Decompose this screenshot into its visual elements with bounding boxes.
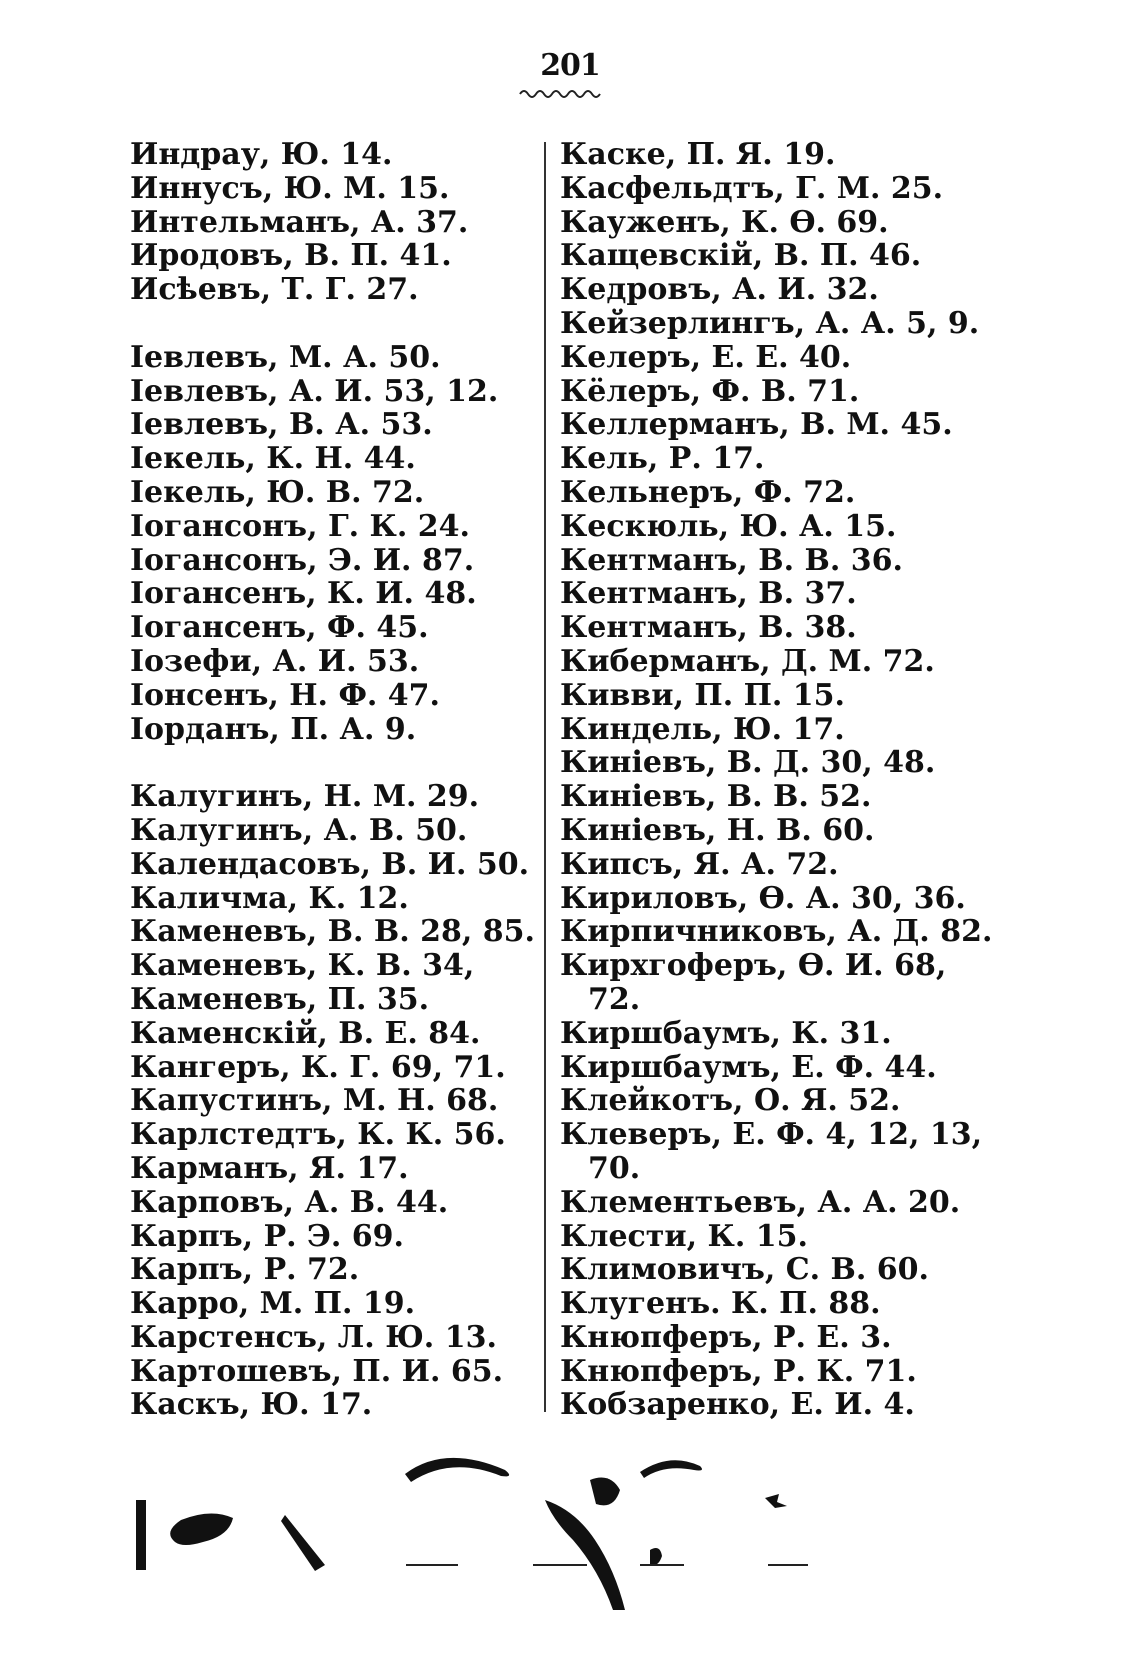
index-entry: Iозефи, А. И. 53. xyxy=(130,643,420,679)
index-entry: Кентманъ, В. 38. xyxy=(560,610,857,646)
index-entry: Калугинъ, Н. М. 29. xyxy=(130,779,480,815)
index-entry: Клементьевъ, А. А. 20. xyxy=(560,1184,961,1220)
index-entry: Келеръ, Е. Е. 40. xyxy=(560,339,852,375)
index-entry: Iекель, Ю. В. 72. xyxy=(130,474,425,510)
index-entry: Кнюпферъ, Р. К. 71. xyxy=(560,1353,917,1389)
index-entry: Кириловъ, Ѳ. А. 30, 36. xyxy=(560,880,966,916)
index-entry: Карпъ, Р. Э. 69. xyxy=(130,1218,404,1254)
index-entry: Iонсенъ, Н. Ф. 47. xyxy=(130,677,440,713)
index-entry: Карстенсъ, Л. Ю. 13. xyxy=(130,1319,497,1355)
index-entry: Клейкотъ, О. Я. 52. xyxy=(560,1083,901,1119)
index-entry: Калугинъ, А. В. 50. xyxy=(130,812,468,848)
index-entry: Исѣевъ, Т. Г. 27. xyxy=(130,272,419,308)
index-entry: Климовичъ, С. В. 60. xyxy=(560,1252,929,1288)
index-entry: Кангеръ, К. Г. 69, 71. xyxy=(130,1049,506,1085)
index-entry: Карро, М. П. 19. xyxy=(130,1286,416,1322)
section-gap xyxy=(130,746,530,780)
index-entry: Касфельдтъ, Г. М. 25. xyxy=(560,170,944,206)
index-entry: Кентманъ, В. 37. xyxy=(560,576,857,612)
section-gap xyxy=(130,307,530,341)
index-entry: Индрау, Ю. 14. xyxy=(130,137,393,172)
index-entry: Капустинъ, М. Н. 68. xyxy=(130,1083,499,1119)
index-entry: Iевлевъ, А. И. 53, 12. xyxy=(130,373,499,409)
index-entry: Кельнеръ, Ф. 72. xyxy=(560,474,856,510)
index-entry: Картошевъ, П. И. 65. xyxy=(130,1353,504,1389)
index-entry: Iогансонъ, Э. И. 87. xyxy=(130,542,475,578)
index-entry: Карпъ, Р. 72. xyxy=(130,1252,360,1288)
index-entry: Iорданъ, П. А. 9. xyxy=(130,711,417,747)
index-entry: Кескюль, Ю. А. 15. xyxy=(560,508,897,544)
index-entry: Кипсъ, Я. А. 72. xyxy=(560,846,839,882)
index-entry: Клеверъ, Е. Ф. 4, 12, 13, xyxy=(560,1117,983,1153)
index-entry: Iекель, К. Н. 44. xyxy=(130,441,416,477)
index-entry: Iогансенъ, Ф. 45. xyxy=(130,610,429,646)
index-entry: Кентманъ, В. В. 36. xyxy=(560,542,903,578)
wavy-ornament xyxy=(518,86,608,100)
index-entry: Каске, П. Я. 19. xyxy=(560,137,836,172)
index-entry: Киршбаумъ, Е. Ф. 44. xyxy=(560,1049,937,1085)
index-entry: Календасовъ, В. И. 50. xyxy=(130,846,530,882)
index-entry: Кауженъ, К. Ѳ. 69. xyxy=(560,204,889,240)
index-entry: Иродовъ, В. П. 41. xyxy=(130,238,452,274)
index-entry: Iевлевъ, В. А. 53. xyxy=(130,407,433,443)
index-entry: Интельманъ, А. 37. xyxy=(130,204,469,240)
index-entry: Клести, К. 15. xyxy=(560,1218,808,1254)
index-entry: Кирпичниковъ, А. Д. 82. xyxy=(560,914,993,950)
index-entry: Киберманъ, Д. М. 72. xyxy=(560,643,935,679)
index-entry: Каменевъ, В. В. 28, 85. xyxy=(130,914,535,950)
index-entry: Клугенъ. К. П. 88. xyxy=(560,1286,881,1322)
index-entry: Киніевъ, В. В. 52. xyxy=(560,779,872,815)
index-entry: Каменевъ, П. 35. xyxy=(130,981,430,1017)
index-entry: Кивви, П. П. 15. xyxy=(560,677,845,713)
index-entry: Кащевскій, В. П. 46. xyxy=(560,238,922,274)
left-column xyxy=(130,137,535,1423)
index-entry: Карлстедтъ, К. К. 56. xyxy=(130,1117,506,1153)
index-entry: Келлерманъ, В. М. 45. xyxy=(560,407,953,443)
right-column xyxy=(560,137,993,1423)
index-entry: Кёлеръ, Ф. В. 71. xyxy=(560,373,860,409)
ink-blot-damage xyxy=(0,1440,1140,1677)
index-entry: Iогансонъ, Г. К. 24. xyxy=(130,508,470,544)
index-entry: Кейзерлингъ, А. А. 5, 9. xyxy=(560,305,980,341)
index-entry-continuation: 72. xyxy=(588,981,641,1017)
index-entry: Каскъ, Ю. 17. xyxy=(130,1387,373,1423)
index-entry: Кель, Р. 17. xyxy=(560,441,765,477)
index-entry: Карповъ, А. В. 44. xyxy=(130,1184,449,1220)
index-entry: Карманъ, Я. 17. xyxy=(130,1150,409,1186)
index-entry: Iогансенъ, К. И. 48. xyxy=(130,576,477,612)
index-entry: Киніевъ, В. Д. 30, 48. xyxy=(560,745,936,781)
column-divider xyxy=(544,142,546,1412)
index-entry: Киндель, Ю. 17. xyxy=(560,711,845,747)
index-entry: Кедровъ, А. И. 32. xyxy=(560,272,879,308)
index-entry: Каменскій, В. Е. 84. xyxy=(130,1015,481,1051)
index-entry: Iевлевъ, М. А. 50. xyxy=(130,339,441,375)
index-entry: Каличма, К. 12. xyxy=(130,880,409,916)
index-entry: Кнюпферъ, Р. Е. 3. xyxy=(560,1319,892,1355)
index-entry: Каменевъ, К. В. 34, xyxy=(130,948,475,984)
index-entry: Киніевъ, Н. В. 60. xyxy=(560,812,875,848)
index-entry: Кобзаренко, Е. И. 4. xyxy=(560,1387,915,1423)
index-entry-continuation: 70. xyxy=(588,1150,641,1186)
page-number: 201 xyxy=(540,48,600,83)
index-entry: Кирхгоферъ, Ѳ. И. 68, xyxy=(560,948,947,984)
index-entry: Иннусъ, Ю. М. 15. xyxy=(130,170,450,206)
index-entry: Киршбаумъ, К. 31. xyxy=(560,1015,892,1051)
